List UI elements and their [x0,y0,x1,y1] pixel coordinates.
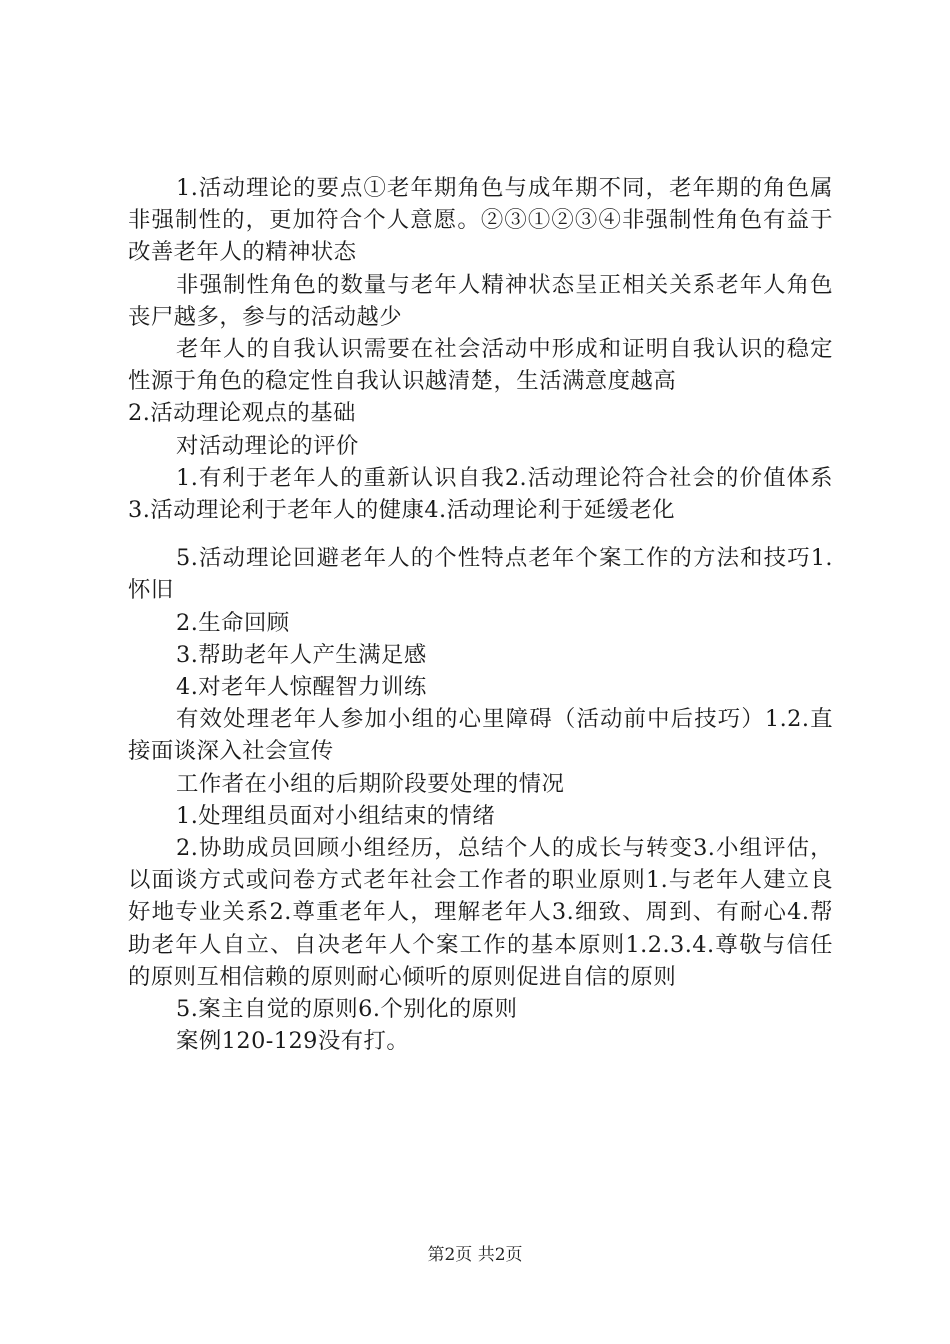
paragraph-client-self-awareness: 5.案主自觉的原则6.个别化的原则 [176,996,518,1023]
paragraph-group-barriers: 有效处理老年人参加小组的心里障碍（活动前中后技巧）1.2.直接面谈深入社会宣传 [128,706,833,765]
paragraph-casework-methods: 5.活动理论回避老年人的个性特点老年个案工作的方法和技巧1.怀旧 [128,545,833,604]
paragraph-self-awareness: 老年人的自我认识需要在社会活动中形成和证明自我认识的稳定性源于角色的稳定性自我认识越清楚，生活满意度越高 [128,336,833,395]
paragraph-activity-theory-points: 1.活动理论的要点①老年期角色与成年期不同，老年期的角色属非强制性的，更加符合个人意愿。②③①②③④非强制性角色有益于改善老年人的精神状态 [128,175,833,266]
paragraph-theory-evaluation-heading: 对活动理论的评价 [176,432,359,459]
paragraph-group-late-stage: 工作者在小组的后期阶段要处理的情况 [176,770,565,797]
document-body [128,172,833,1057]
paragraph-case-note: 案例120-129没有打。 [176,1028,410,1055]
page-footer: 第2页 共2页 [427,1245,523,1265]
paragraph-gap [128,526,833,542]
paragraph-intelligence-training: 4.对老年人惊醒智力训练 [176,674,427,701]
paragraph-satisfaction: 3.帮助老年人产生满足感 [176,641,427,668]
paragraph-group-ending-emotions: 1.处理组员面对小组结束的情绪 [176,802,496,829]
paragraph-theory-evaluation: 1.有利于老年人的重新认识自我2.活动理论符合社会的价值体系3.活动理论利于老年人的健康4.活动理论利于延缓老化 [128,464,833,524]
paragraph-non-mandatory-roles: 非强制性角色的数量与老年人精神状态呈正相关关系老年人角色丧尸越多，参与的活动越少 [128,271,833,330]
paragraph-theory-basis: 2.活动理论观点的基础 [128,400,356,427]
paragraph-principles: 2.协助成员回顾小组经历，总结个人的成长与转变3.小组评估，以面谈方式或问卷方式老年社会工作者的职业原则1.与老年人建立良好地专业关系2.尊重老年人，理解老年人3.细致、周到、有耐心4.帮助老年人自立、自决老年人个案工作的基本原则1.2.3.4.尊敬与信任的原则互相信赖的原则耐心倾听的原则促进自信的原则 [128,835,833,990]
paragraph-life-review: 2.生命回顾 [176,609,290,636]
